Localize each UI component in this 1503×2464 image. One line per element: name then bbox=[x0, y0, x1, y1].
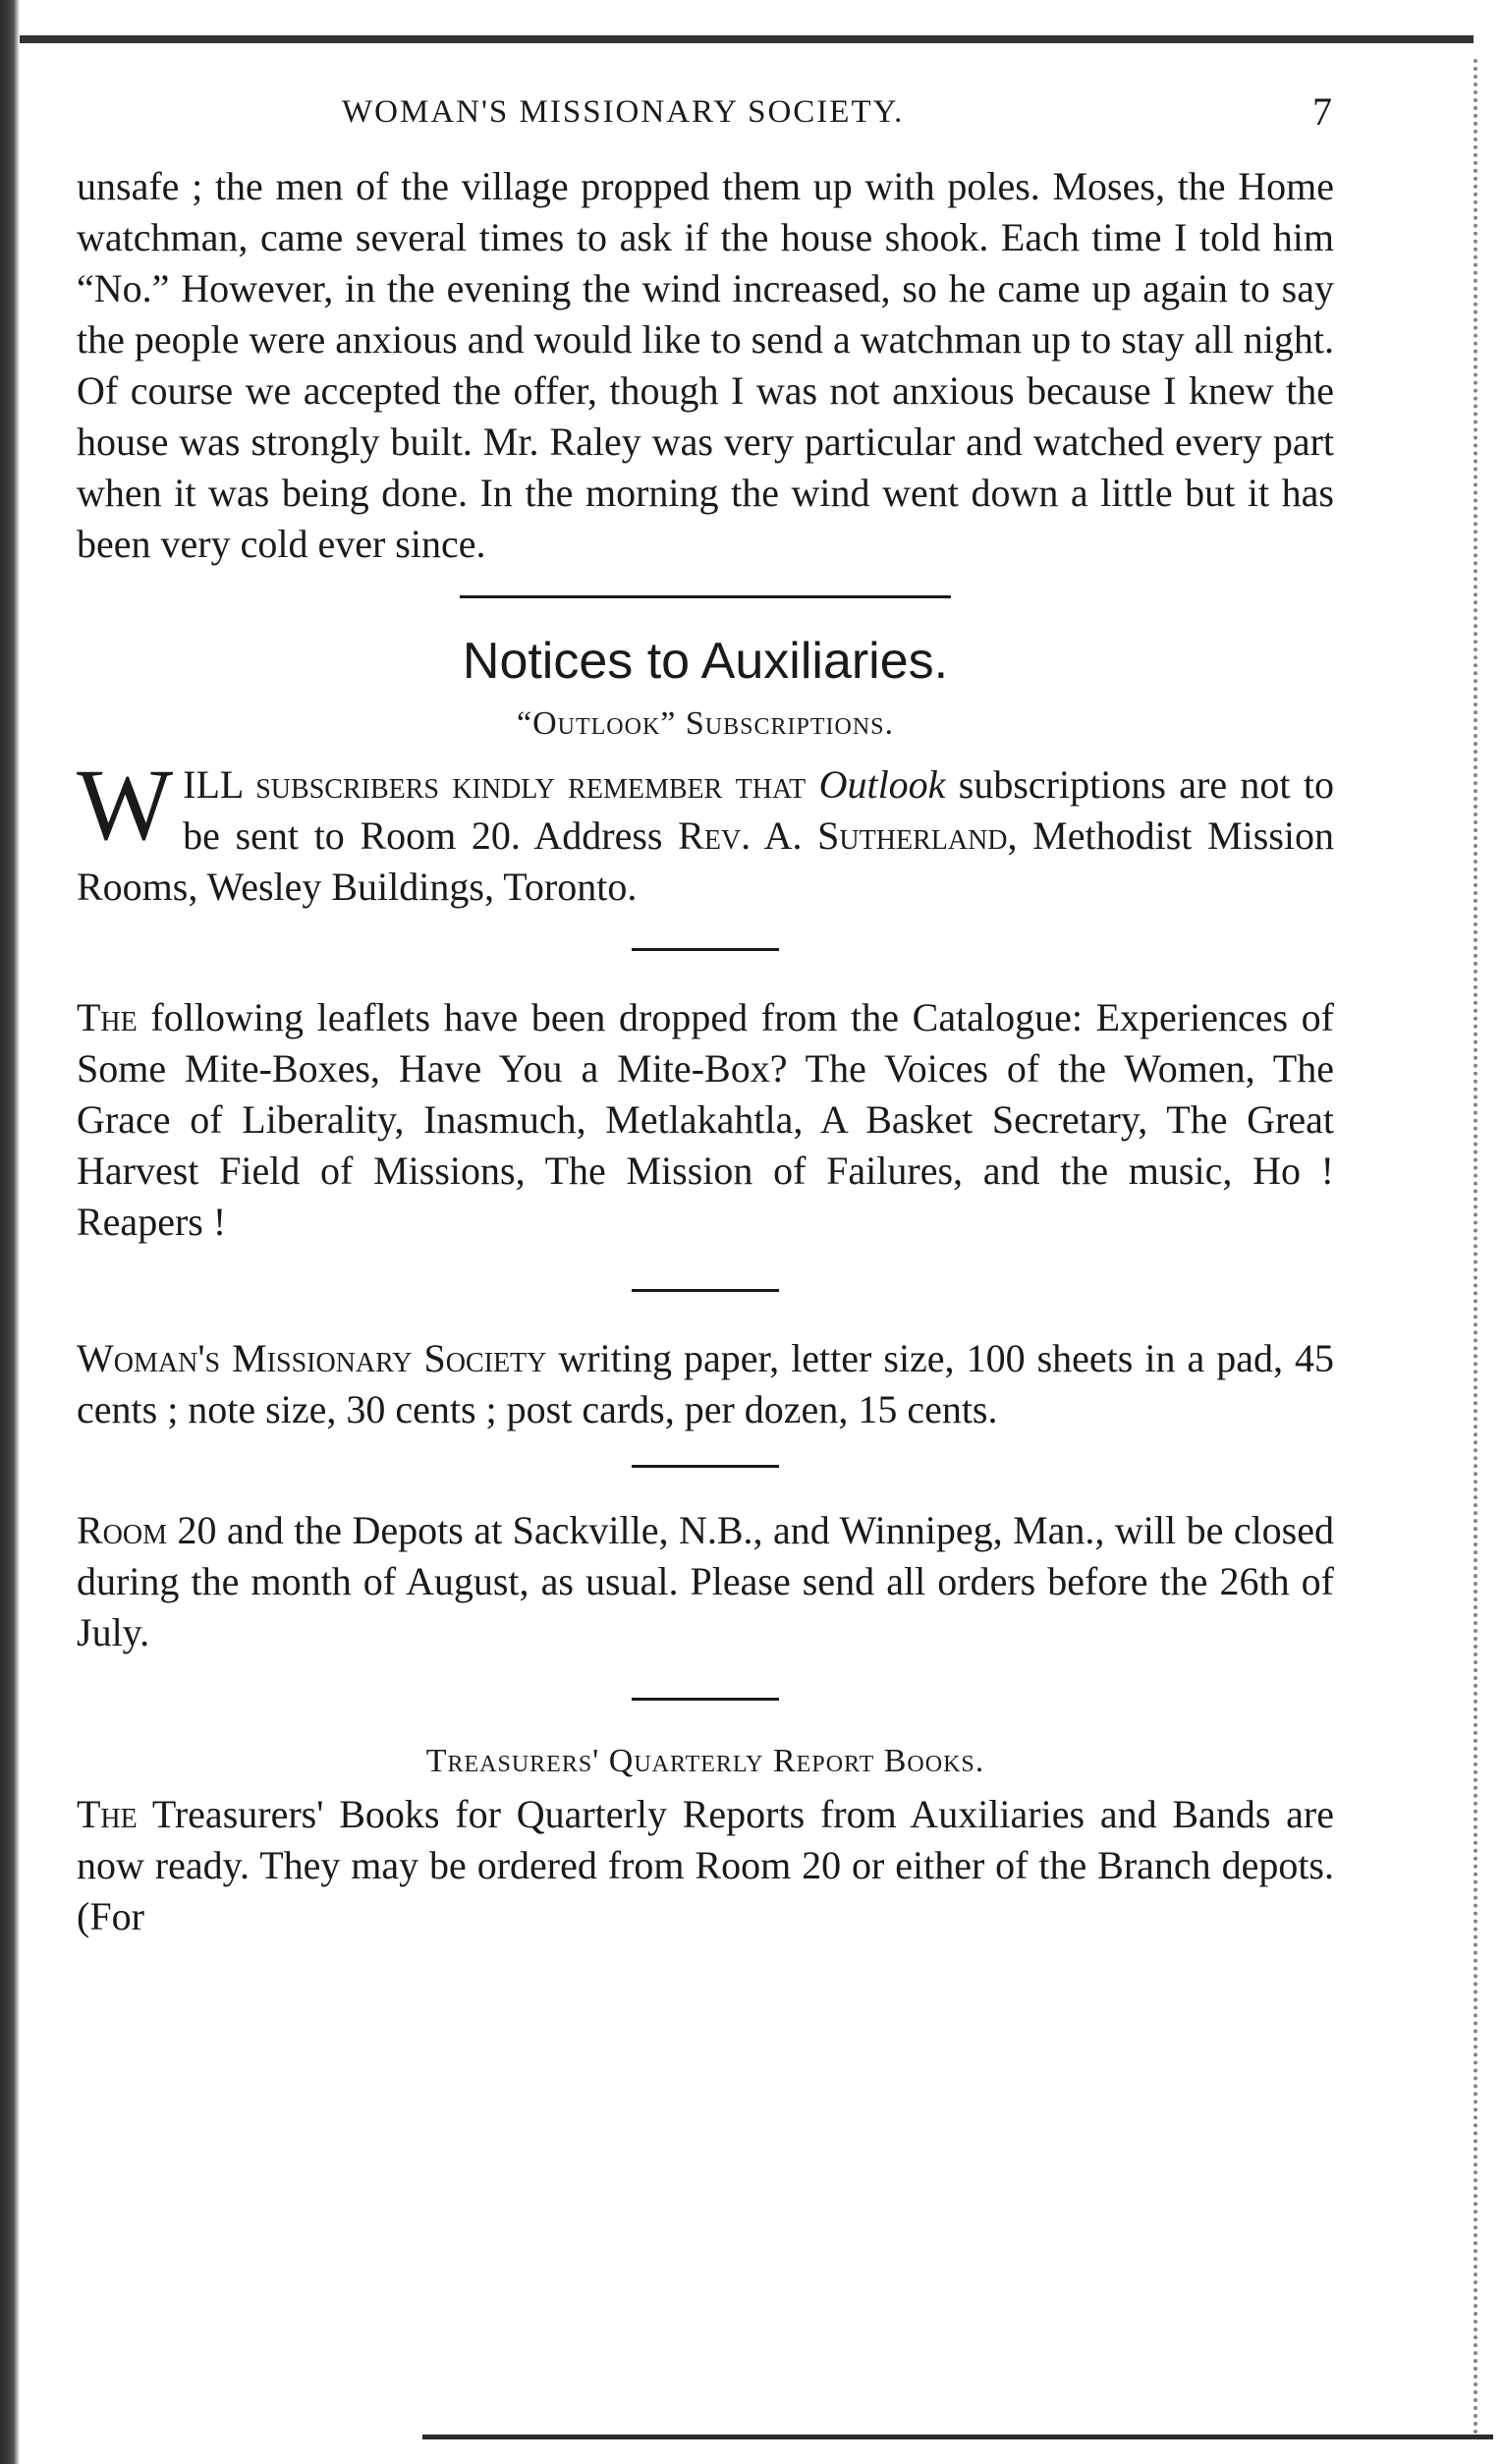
room-text: 20 and the Depots at Sackville, N.B., and Winnipeg, Man., will be closed during the month of August, as usual. Please send all orders before the 26th of July. bbox=[77, 1508, 1334, 1654]
outlook-tail: , Methodist Mission Rooms, Wesley Buildings, Toronto. bbox=[77, 813, 1334, 909]
books-notice bbox=[77, 1789, 1334, 1942]
running-head bbox=[77, 88, 1334, 138]
leaflets-notice bbox=[77, 992, 1334, 1248]
outlook-lead: ILL subscribers kindly remember that bbox=[183, 762, 819, 807]
books-lead: The bbox=[77, 1792, 138, 1836]
drop-cap: W bbox=[77, 749, 174, 862]
outlook-text: subscriptions are not to be sent to Room 20. Address bbox=[183, 762, 1335, 858]
scan-shadow-right bbox=[1474, 59, 1491, 2436]
paper-notice bbox=[77, 1333, 1334, 1435]
continuation-paragraph: unsafe ; the men of the village propped them up with poles. Moses, the Home watchman, came several times to ask if the house shook. Each time I told him “No.” However, in the evening the wind increased, so he came up again to say the people were anxious and would like to send a watchman up to stay all night. Of course we accepted the offer, though I was not anxious because I knew the house was strongly built. Mr. Raley was very particular and watched every part when it was being done. In the morning the wind went down a little but it has been very cold ever since. bbox=[77, 164, 1334, 566]
room-notice bbox=[77, 1505, 1334, 1658]
running-head-title: WOMAN'S MISSIONARY SOCIETY. bbox=[342, 94, 905, 130]
outlook-subheading: “Outlook” Subscriptions. bbox=[517, 705, 894, 742]
section-heading: Notices to Auxiliaries. bbox=[462, 633, 949, 690]
leaflets-lead: The bbox=[77, 995, 138, 1039]
paper-text: writing paper, letter size, 100 sheets in a pad, 45 cents ; note size, 30 cents ; post cards, per dozen, 15 cents. bbox=[77, 1336, 1334, 1431]
outlook-notice bbox=[77, 749, 1335, 913]
books-subheading: Treasurers' Quarterly Report Books. bbox=[425, 1743, 985, 1779]
scan-shadow-left bbox=[0, 0, 53, 2464]
scan-shadow-bottom bbox=[422, 2435, 1493, 2449]
page-number: 7 bbox=[1312, 89, 1334, 134]
section-rule bbox=[460, 595, 951, 598]
leaflets-text: following leaflets have been dropped from the Catalogue: Experiences of Some Mite-Boxes, Have You a Mite-Box? The Voices of the Women, The Grace of Liberality, Inasmuch, Metlakahtla, A Basket Secretary, The Great Harvest Field of Missions, The Mission of Failures, and the music, Ho ! Reapers ! bbox=[77, 995, 1334, 1244]
outlook-name: Rev. A. Sutherland bbox=[678, 813, 1008, 858]
books-text: Treasurers' Books for Quarterly Reports from Auxiliaries and Bands are now ready. They may be ordered from Room 20 or either of the Branch depots. (For bbox=[77, 1792, 1334, 1938]
room-lead: Room bbox=[77, 1508, 168, 1552]
paper-lead: Woman's Missionary Society bbox=[77, 1336, 547, 1380]
outlook-title: Outlook bbox=[818, 762, 946, 807]
scan-shadow-top bbox=[20, 35, 1474, 57]
book-page bbox=[77, 88, 1334, 1942]
